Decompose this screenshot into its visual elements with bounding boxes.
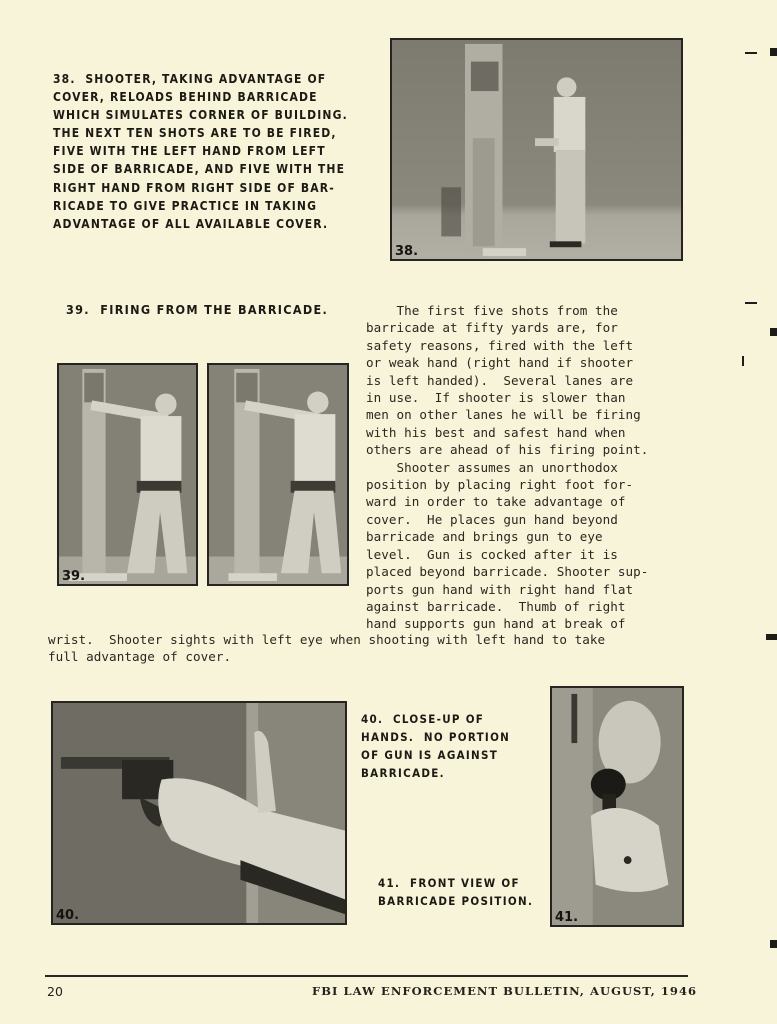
scan-mark <box>766 634 777 640</box>
photo-41-image <box>552 688 682 925</box>
photo-41 <box>550 686 684 927</box>
photo-39-right <box>207 363 349 586</box>
photo-39-label: 39. <box>62 569 86 584</box>
scan-mark <box>770 940 777 948</box>
scan-mark <box>770 328 777 336</box>
caption-39: 39. FIRING FROM THE BARRICADE. <box>66 302 329 317</box>
body-column-text: The first five shots from the barricade at fifty yards are, for safety reasons, fired with the left or weak hand (right hand if shooter is left handed). Several lanes are in use. If shooter is slower than men on other lanes he will be firing with his best and safest hand when others are ahead of his firing point. Shooter assumes an unorthodox position by placing right foot for- ward in order to take advantage of cover. He places gun hand beyond barricade and brings gun to eye level. Gun is cocked after it is placed beyond barricade. Shooter sup- ports gun hand with right hand flat against barricade. Thumb of right hand supports gun hand at break of <box>366 303 649 632</box>
footer-rule <box>45 975 688 977</box>
photo-39-right-image <box>209 365 347 584</box>
scan-mark <box>742 356 744 366</box>
photo-39-left <box>57 363 198 586</box>
photo-38 <box>390 38 683 261</box>
scan-mark <box>745 52 757 54</box>
photo-40 <box>51 701 347 925</box>
caption-40: 40. CLOSE-UP OF HANDS. NO PORTION OF GUN IS AGAINST BARRICADE. <box>361 712 511 780</box>
photo-40-image <box>53 703 345 923</box>
body-full-width-text: wrist. Shooter sights with left eye when shooting with left hand to take full advantage of cover. <box>48 632 606 665</box>
publication-title: FBI LAW ENFORCEMENT BULLETIN, AUGUST, 1946 <box>312 984 698 998</box>
photo-39-left-image <box>59 365 196 584</box>
photo-38-image <box>392 40 681 259</box>
scan-mark <box>770 48 777 56</box>
page-number: 20 <box>47 984 63 999</box>
photo-40-label: 40. <box>56 908 80 923</box>
scan-mark <box>745 302 757 304</box>
caption-38: 38. SHOOTER, TAKING ADVANTAGE OF COVER, RELOADS BEHIND BARRICADE WHICH SIMULATES CORNER OF BUILDING. THE NEXT TEN SHOTS ARE TO BE FIRED, FIVE WITH THE LEFT HAND FROM LEFT SIDE OF BARRICADE, AND FIVE WITH THE RIGHT HAND FROM RIGHT SIDE OF BAR- RICADE TO GIVE PRACTICE IN TAKING ADVANTAGE OF ALL AVAILABLE COVER. <box>53 72 348 231</box>
caption-41: 41. FRONT VIEW OF BARRICADE POSITION. <box>378 876 534 908</box>
photo-38-label: 38. <box>395 244 419 259</box>
photo-41-label: 41. <box>555 910 579 925</box>
